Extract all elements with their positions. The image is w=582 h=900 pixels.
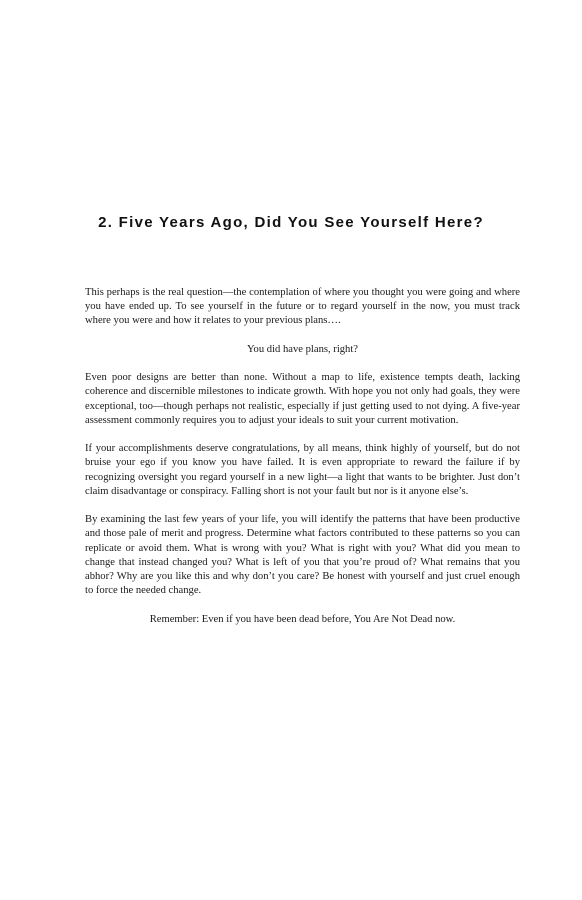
- paragraph-accomplishments: If your accomplishments deserve congratulations, by all means, think highly of yourself, but do not bruise your ego if you know you have failed. It is even appropriate to reward the failure if by recognizing oversight you regard yourself in a new light—a light that wants to be brighter. Just don’t claim disadvantage or conspiracy. Falling short is not your fault but nor is it anyone else’s.: [85, 443, 520, 497]
- paragraph-intro: This perhaps is the real question—the contemplation of where you thought you were going and where you have ended up. To see yourself in the future or to regard yourself in the now, you must track where you were and how it relates to your previous plans….: [85, 287, 520, 327]
- paragraph-examining: By examining the last few years of your life, you will identify the patterns that have been productive and those pale of merit and progress. Determine what factors contributed to these patterns so you can replicate or avoid them. What is wrong with you? What is right with you? What did you mean to change that instead changed you? What is left of you that you’re proud of? What remains that you abhor? Why are you like this and why don’t you care? Be honest with yourself and just cruel enough to force the needed change.: [85, 514, 520, 597]
- chapter-body: [85, 286, 520, 641]
- chapter-title: 2. Five Years Ago, Did You See Yourself Here?: [98, 214, 484, 231]
- paragraph-designs: Even poor designs are better than none. Without a map to life, existence tempts death, lacking coherence and discernible milestones to indicate growth. With hope you not only had goals, they were exceptional, too—though perhaps not realistic, especially if just getting used to not dying. A five-year assessment commonly requires you to adjust your ideals to suit your current motivation.: [85, 372, 520, 426]
- paragraph-question: You did have plans, right?: [246, 343, 359, 355]
- paragraph-remember: Remember: Even if you have been dead before, You Are Not Dead now.: [149, 613, 456, 625]
